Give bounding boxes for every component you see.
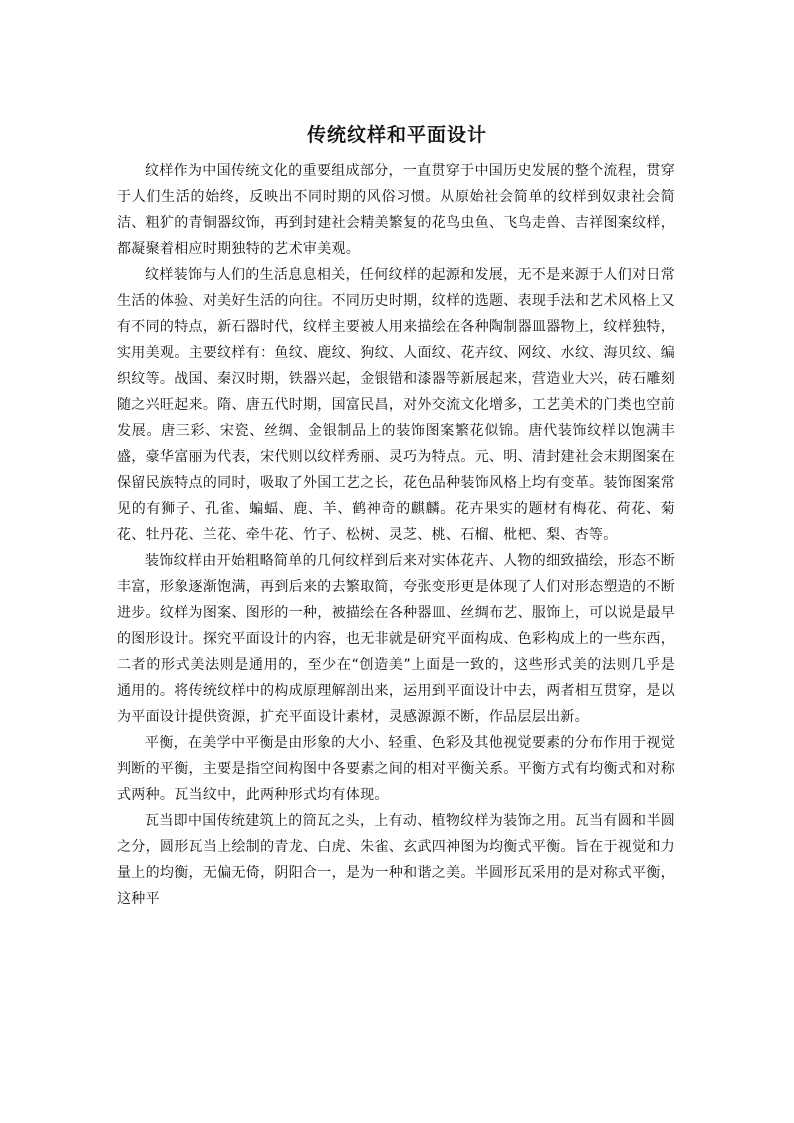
paragraph: 装饰纹样由开始粗略简单的几何纹样到后来对实体花卉、人物的细致描绘，形态不断丰富，形象逐渐饱满，再到后来的去繁取简，夸张变形更是体现了人们对形态塑造的不断进步。纹样为图案、图形的一种，被描绘在各种器皿、丝绸布艺、服饰上，可以说是最早的图形设计。探究平面设计的内容，也无非就是研究平面构成、色彩构成上的一些东西，二者的形式美法则是通用的，至少在“创造美”上面是一致的，这些形式美的法则几乎是通用的。将传统纹样中的构成原理解剖出来，运用到平面设计中去，两者相互贯穿，是以为平面设计提供资源，扩充平面设计素材，灵感源源不断，作品层层出新。: [117, 553, 675, 725]
paragraph: 纹样装饰与人们的生活息息相关，任何纹样的起源和发展，无不是来源于人们对日常生活的体验、对美好生活的向往。不同历史时期，纹样的选题、表现手法和艺术风格上又有不同的特点，新石器时代，纹样主要被人用来描绘在各种陶制器皿器物上，纹样独特，实用美观。主要纹样有：鱼纹、鹿纹、狗纹、人面纹、花卉纹、网纹、水纹、海贝纹、编织纹等。战国、秦汉时期，铁器兴起，金银错和漆器等新展起来，营造业大兴，砖石雕刻随之兴旺起来。隋、唐五代时期，国富民昌，对外交流文化增多，工艺美术的门类也空前发展。唐三彩、宋瓷、丝绸、金银制品上的装饰图案繁花似锦。唐代装饰纹样以饱满丰盛，豪华富丽为代表，宋代则以纹样秀丽、灵巧为特点。元、明、清封建社会末期图案在保留民族特点的同时，吸取了外国工艺之长，花色品种装饰风格上均有变革。装饰图案常见的有狮子、孔雀、蝙蝠、鹿、羊、鹤神奇的麒麟。花卉果实的题材有梅花、荷花、菊花、牡丹花、兰花、牵牛花、竹子、松树、灵芝、桃、石榴、枇杷、梨、杏等。: [117, 267, 675, 543]
paragraph: 平衡，在美学中平衡是由形象的大小、轻重、色彩及其他视觉要素的分布作用于视觉判断的平衡，主要是指空间构图中各要素之间的相对平衡关系。平衡方式有均衡式和对称式两种。瓦当纹中，此两种形式均有体现。: [117, 735, 675, 803]
paragraph: 纹样作为中国传统文化的重要组成部分，一直贯穿于中国历史发展的整个流程，贯穿于人们生活的始终，反映出不同时期的风俗习惯。从原始社会简单的纹样到奴隶社会简洁、粗犷的青铜器纹饰，再到封建社会精美繁复的花鸟虫鱼、飞鸟走兽、吉祥图案纹样，都凝聚着相应时期独特的艺术审美观。: [117, 163, 675, 257]
document-body: [117, 158, 675, 912]
paragraph: 瓦当即中国传统建筑上的筒瓦之头，上有动、植物纹样为装饰之用。瓦当有圆和半圆之分，圆形瓦当上绘制的青龙、白虎、朱雀、玄武四神图为均衡式平衡。旨在于视觉和力量上的均衡，无偏无倚，阴阳合一，是为一种和谐之美。半圆形瓦采用的是对称式平衡，这种平: [117, 813, 675, 907]
document-title: 传统纹样和平面设计: [306, 124, 487, 146]
